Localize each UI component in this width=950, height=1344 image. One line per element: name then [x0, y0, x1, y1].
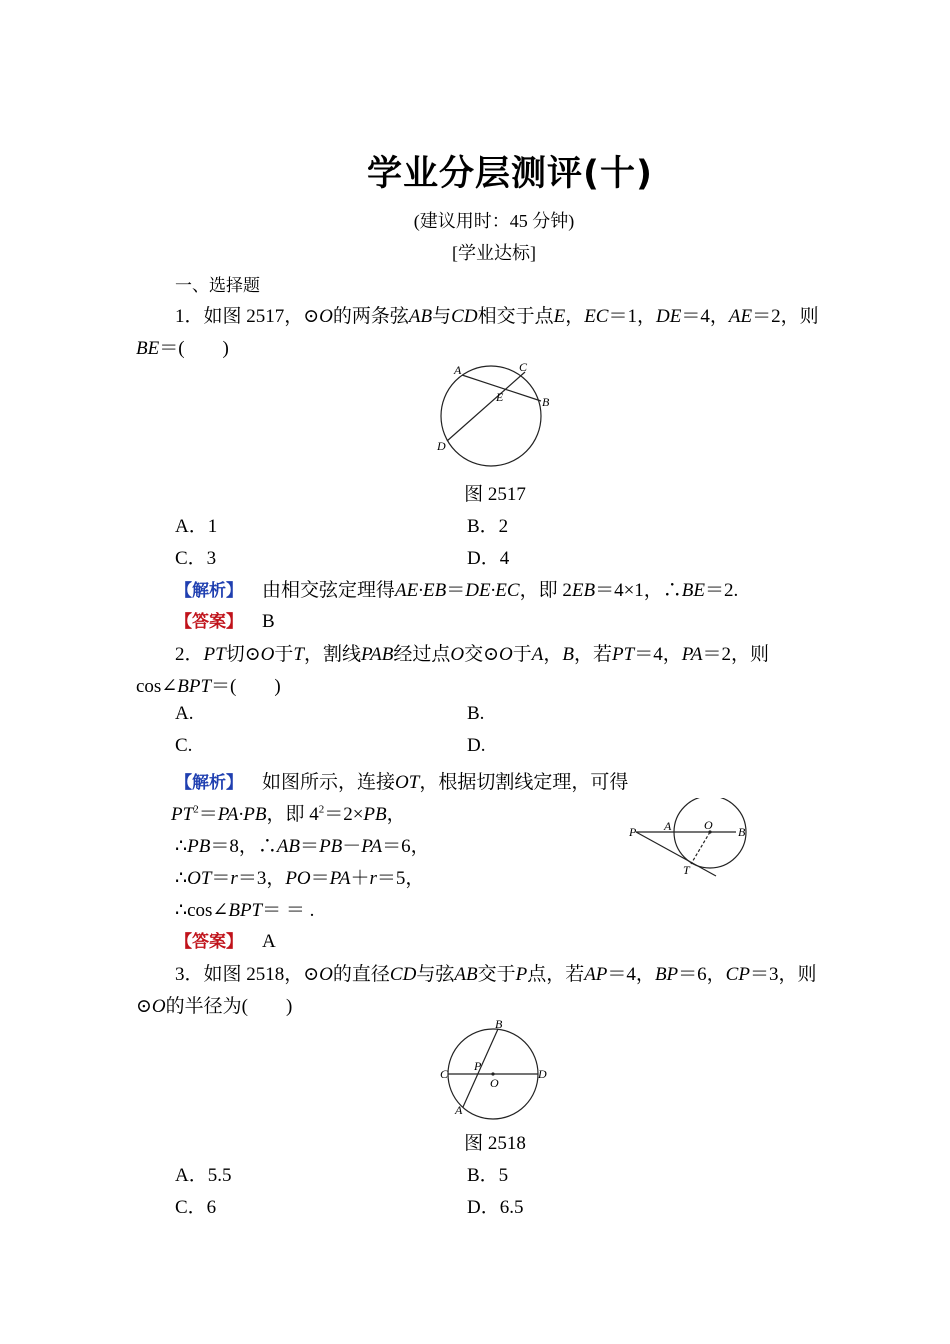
- q1-figure-caption: 图 2517: [464, 484, 526, 505]
- label-o: O: [704, 818, 713, 832]
- q3-figure-caption: 图 2518: [464, 1133, 526, 1154]
- q2-answer: 【答案】 A: [175, 931, 276, 952]
- q1-answer: 【答案】 B: [175, 611, 275, 632]
- q2-analysis: 【解析】 如图所示，连接OT，根据切割线定理，可得: [175, 772, 629, 793]
- q1-option-d: D．4: [467, 548, 510, 569]
- q3-option-d: D．6.5: [467, 1197, 524, 1218]
- q3-option-c: C．6: [175, 1197, 217, 1218]
- q3-option-b: B．5: [467, 1165, 509, 1186]
- label-p: P: [629, 825, 637, 839]
- q1-stem-line1: 1．如图 2517，⊙O的两条弦AB与CD相交于点E，EC＝1，DE＝4，AE＝2，则: [175, 306, 819, 327]
- label-a: A: [664, 819, 672, 833]
- label-a: A: [455, 1103, 463, 1117]
- q3-figure: [432, 1016, 556, 1122]
- radius-ot: [691, 832, 710, 864]
- q1-circle: [441, 366, 541, 466]
- q2-step1: $PT^2=PA\cdot PB$，即 $4^2=2\times PB$，: [171, 803, 406, 825]
- q1-option-a: A．1: [175, 516, 218, 537]
- q1-analysis: 【解析】 由相交弦定理得AE·EB＝DE·EC，即 2EB＝4×1，∴BE＝2.: [175, 580, 739, 601]
- q2-figure: [620, 798, 760, 882]
- q2-stem-line2: cos∠BPT＝( ): [136, 676, 281, 697]
- q3-stem-line2: ⊙O的半径为( ): [136, 996, 293, 1017]
- section-heading: 一、选择题: [175, 276, 260, 296]
- label-d: D: [538, 1067, 547, 1081]
- label-e: E: [496, 390, 504, 404]
- q2-step2: ∴PB＝8，∴AB＝PB－PA＝6，: [175, 836, 430, 857]
- label-c: C: [440, 1067, 449, 1081]
- q2-option-b: B.: [467, 703, 485, 724]
- q2-option-a: A.: [175, 703, 194, 724]
- time-note: (建议用时：45 分钟): [413, 211, 575, 231]
- label-b: B: [738, 825, 746, 839]
- label-t: T: [683, 863, 690, 877]
- label-b: B: [495, 1017, 503, 1031]
- label-o: O: [490, 1076, 499, 1090]
- q1-stem-line2: BE＝( ): [136, 338, 229, 359]
- label-a: A: [454, 363, 462, 377]
- label-b: B: [542, 395, 550, 409]
- q3-stem-line1: 3．如图 2518，⊙O的直径CD与弦AB交于P点，若AP＝4，BP＝6，CP＝3，则: [175, 964, 817, 985]
- q2-option-d: D.: [467, 735, 486, 756]
- tangent-pt: [636, 832, 716, 876]
- q1-figure: [430, 358, 560, 476]
- answer-tag: 【答案】: [175, 932, 243, 952]
- q3-option-a: A．5.5: [175, 1165, 232, 1186]
- q2-option-c: C.: [175, 735, 193, 756]
- page-title: 学业分层测评(十): [367, 154, 653, 194]
- q2-step4: ∴cos∠BPT＝ ＝ .: [175, 900, 315, 921]
- analysis-tag: 【解析】: [175, 581, 243, 601]
- answer-tag: 【答案】: [175, 612, 243, 632]
- analysis-tag: 【解析】: [175, 773, 243, 793]
- q2-stem-line1: 2．PT切⊙O于T，割线PAB经过点O交⊙O于A，B，若PT＝4，PA＝2，则: [175, 644, 769, 665]
- q1-option-c: C．3: [175, 548, 217, 569]
- q1-option-b: B．2: [467, 516, 509, 537]
- section-tag: [学业达标]: [452, 243, 536, 263]
- label-c: C: [519, 360, 528, 374]
- label-d: D: [437, 439, 446, 453]
- q2-step3: ∴OT＝r＝3，PO＝PA＋r＝5，: [175, 868, 425, 889]
- label-p: P: [474, 1059, 482, 1073]
